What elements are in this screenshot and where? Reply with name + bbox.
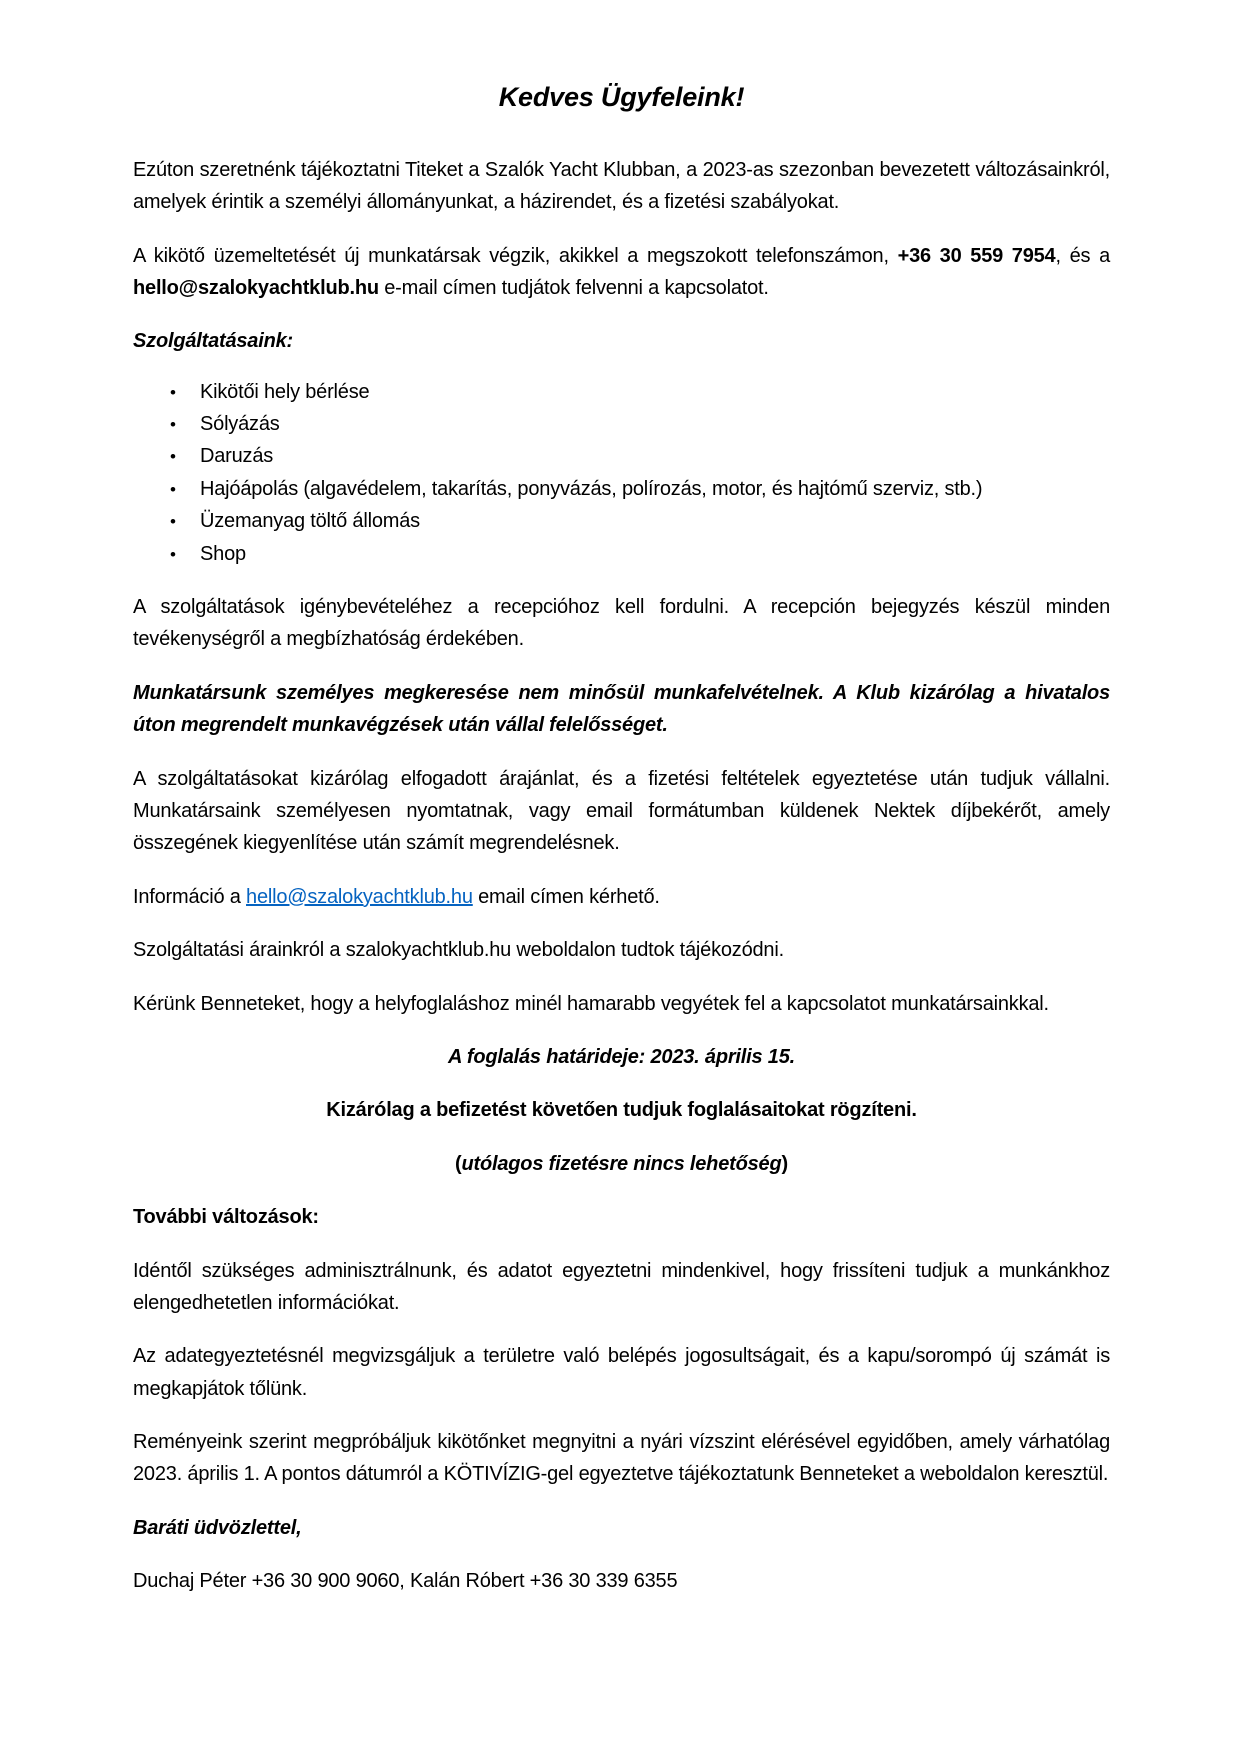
email-link[interactable]: hello@szalokyachtklub.hu [246,885,473,908]
signature-line: Duchaj Péter +36 30 900 9060, Kalán Róbert +36 30 339 6355 [133,1570,678,1593]
list-item [170,440,1110,472]
paragraph-reception: A szolgáltatások igénybevételéhez a recepcióhoz kell fordulni. A recepción bejegyzés készül minden tevékenységről a megbízhatóság érdekében. [133,596,1110,651]
bullet-icon: • [170,544,176,564]
paragraph-opening: Reményeink szerint megpróbáljuk kikötőnket megnyitni a nyári vízszint elérésével egyidőben, amely várhatólag 2023. április 1. A pontos dátumról a KÖTIVÍZIG-gel egyeztetve tájékoztatunk Benneteket a weboldalon keresztül. [133,1431,1110,1486]
paragraph-disclaimer: Munkatársunk személyes megkeresése nem minősül munkafelvételnek. A Klub kizárólag a hivatalos úton megrendelt munkavégzések után vállal felelősséget. [133,681,1110,737]
bullet-icon: • [170,512,176,532]
paragraph-intro: Ezúton szeretnénk tájékoztatni Titeket a Szalók Yacht Klubban, a 2023-as szezonban bevezetett változásainkról, amelyek érintik a személyi állományunkat, a házirendet, és a fizetési szabályokat. [133,158,1110,214]
bullet-icon: • [170,479,176,499]
paragraph-info [133,881,1110,913]
bullet-icon: • [170,415,176,435]
service-label: Üzemanyag töltő állomás [200,510,420,533]
deadline-line: A foglalás határideje: 2023. április 15. [448,1045,795,1068]
payment-inner-text: utólagos fizetésre nincs lehetőség [461,1152,782,1175]
service-label: Kikötői hely bérlése [200,380,370,403]
list-item [170,376,1110,408]
paragraph-prices: Szolgáltatási árainkról a szalokyachtklub.hu weboldalon tudtok tájékozódni. [133,939,784,962]
bullet-icon: • [170,382,176,402]
contact-text-pre: A kikötő üzemeltetését új munkatársak végzik, akikkel a megszokott telefonszámon, [133,244,898,267]
list-item [170,408,1110,440]
contact-email: hello@szalokyachtklub.hu [133,276,379,299]
paragraph-quote-process: A szolgáltatásokat kizárólag elfogadott árajánlat, és a fizetési feltételek egyeztetése után tudjuk vállalni. Munkatársaink személyesen nyomtatnak, vagy email formátumban küldenek Nektek díjbekérőt, amely összegének kiegyenlítése után számít megrendelésnek. [133,767,1110,855]
paren-close: ) [781,1152,788,1175]
services-heading: Szolgáltatásaink: [133,330,293,353]
service-label: Daruzás [200,445,274,468]
further-changes-heading: További változások: [133,1206,319,1229]
service-label: Shop [200,542,246,565]
bullet-icon: • [170,447,176,467]
services-list [133,376,1110,570]
list-item [170,473,1110,505]
paragraph-admin: Idéntől szükséges adminisztrálnunk, és adatot egyeztetni mindenkivel, hogy frissíteni tudjuk a munkánkhoz elengedhetetlen információkat. [133,1259,1110,1314]
paragraph-gate: Az adategyeztetésnél megvizsgáljuk a területre való belépés jogosultságait, és a kapu/sorompó új számát is megkapjátok tőlünk. [133,1345,1110,1400]
service-label: Hajóápolás (algavédelem, takarítás, ponyvázás, polírozás, motor, és hajtómű szerviz, stb.) [200,477,983,500]
list-item [170,505,1110,537]
payment-line-2 [133,1148,1110,1180]
contact-phone: +36 30 559 7954 [897,244,1056,267]
payment-line-1: Kizárólag a befizetést követően tudjuk foglalásaitokat rögzíteni. [326,1099,917,1122]
paragraph-contact [133,240,1110,305]
paragraph-booking-request: Kérünk Benneteket, hogy a helyfoglaláshoz minél hamarabb vegyétek fel a kapcsolatot munkatársainkkal. [133,992,1049,1015]
contact-text-post: e-mail címen tudjátok felvenni a kapcsolatot. [378,276,769,299]
list-item [170,538,1110,570]
contact-text-mid: , és a [1055,244,1111,267]
info-text-post: email címen kérhető. [472,885,660,908]
info-text-pre: Információ a [133,885,247,908]
service-label: Sólyázás [200,413,280,436]
paren-open: ( [455,1152,462,1175]
document-title: Kedves Ügyfeleink! [498,82,745,112]
closing-line: Baráti üdvözlettel, [133,1516,302,1539]
